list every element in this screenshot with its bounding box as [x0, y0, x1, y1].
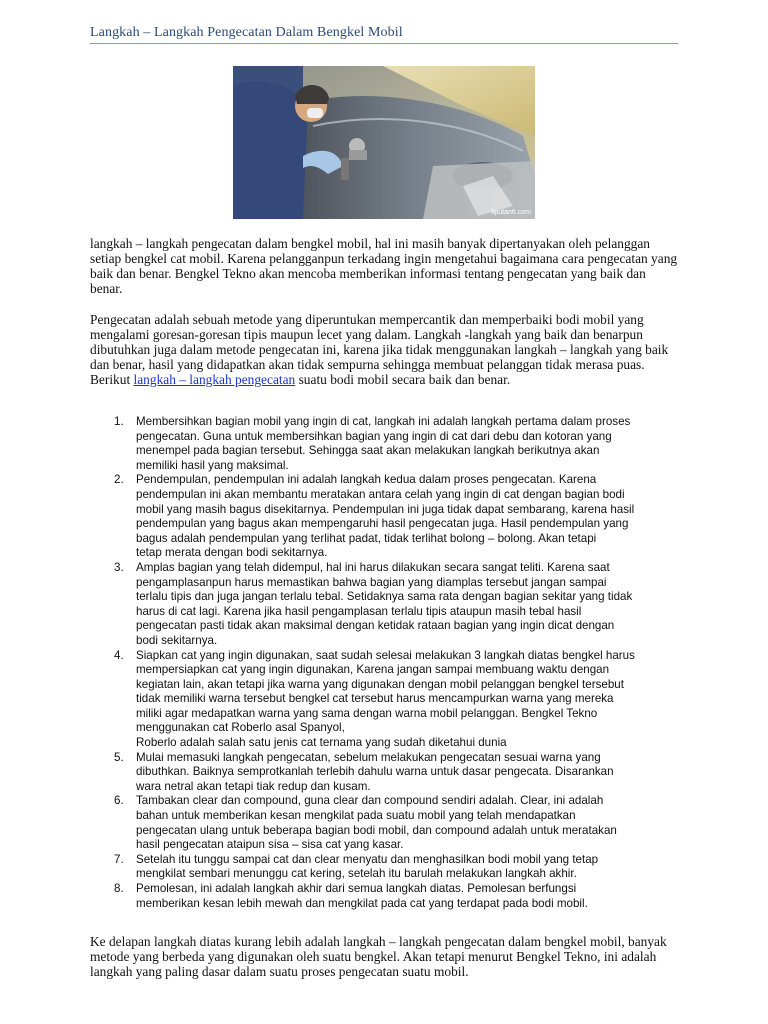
list-item-number: 7.: [114, 852, 124, 866]
definition-paragraph: [90, 312, 680, 387]
list-item-line: wara netral akan tetapi tiak redup dan kusam.: [136, 779, 371, 793]
list-item-line: Amplas bagian yang telah didempul, hal ini harus dilakukan secara sangat teliti. Karena saat: [136, 560, 610, 574]
list-item-line: memberikan kesan lebih mewah dan mengkilat pada cat yang terdapat pada bodi mobil.: [136, 896, 588, 910]
list-item: [110, 415, 685, 473]
list-item-line: Mulai memasuki langkah pengecatan, sebelum melakukan pengecatan sesuai warna yang: [136, 750, 601, 764]
list-item-line: bahan untuk memberikan kesan mengkilat pada suatu mobil yang telah mendapatkan: [136, 809, 576, 823]
steps-list: [110, 415, 685, 911]
list-item-line: Roberlo adalah salah satu jenis cat ternama yang sudah diketahui dunia: [136, 736, 507, 750]
photo-illustration: [233, 66, 535, 219]
list-item-line: Pemolesan, ini adalah langkah akhir dari semua langkah diatas. Pemolesan berfungsi: [136, 882, 577, 895]
car-painting-photo: [233, 66, 535, 219]
definition-text-end: suatu bodi mobil secara baik dan benar.: [295, 372, 511, 387]
closing-paragraph: Ke delapan langkah diatas kurang lebih adalah langkah – langkah pengecatan dalam bengkel mobil, banyak metode yang berbeda yang digunakan oleh suatu bengkel. Akan tetapi menurut Bengkel Tekno, ini adalah langkah yang paling dasar dalam suatu proses pengecatan suatu mobil.: [90, 934, 667, 979]
list-item-line: memiliki hasil yang maksimal.: [136, 458, 289, 472]
list-item-line: kegiatan lain, akan tetapi jika warna yang digunakan dengan mobil pelanggan bengkel tersebut: [136, 677, 624, 691]
list-item-line: bodi sekitarnya.: [136, 633, 218, 647]
intro-paragraph: langkah – langkah pengecatan dalam bengkel mobil, hal ini masih banyak dipertanyakan oleh pelanggan setiap bengkel cat mobil. Karena pelangganpun terkadang ingin mengetahui bagaimana cara pengecatan yang baik dan benar. Bengkel Tekno akan mencoba memberikan informasi tentang pengecatan yang baik dan benar.: [90, 236, 678, 296]
list-item-line: miliki agar medapatkan warna yang sama dengan warna mobil pelanggan. Bengkel Tekno: [136, 706, 598, 720]
list-item-number: 6.: [114, 794, 124, 808]
list-item-number: 2.: [114, 473, 124, 487]
list-item-line: menggunakan cat Roberlo asal Spanyol,: [136, 721, 345, 735]
list-item-line: bagus adalah pendempulan yang terlihat padat, tidak terlihat bolong – bolong. Akan tetapi: [136, 531, 597, 545]
list-item-number: 1.: [114, 415, 124, 428]
page-header: [90, 25, 678, 44]
list-item-line: pendempulan yang bagus akan mempengaruhi hasil pengecatan juga. Hasil pendempulan yang: [136, 517, 629, 531]
list-item-line: tidak memiliki warna tersebut bengkel cat tersebut harus mencampurkan warna yang mereka: [136, 692, 614, 706]
list-item-line: pengamplasanpun harus memastikan bahwa bagian yang diamplas tersebut jangan sampai: [136, 575, 607, 589]
list-item-line: harus di cat lagi. Karena jika hasil pengamplasan terlalu tipis ataupun masih tebal hasil: [136, 604, 582, 618]
list-item-line: Tambakan clear dan compound, guna clear dan compound sendiri adalah. Clear, ini adalah: [136, 794, 604, 808]
list-item-line: hasil pengecatan ataipun sisa – sisa cat yang kasar.: [136, 838, 404, 852]
list-item-line: Setelah itu tunggu sampai cat dan clear menyatu dan menghasilkan bodi mobil yang tetap: [136, 852, 599, 866]
list-item: [110, 853, 685, 882]
list-item-number: 5.: [114, 750, 124, 764]
list-item-line: Siapkan cat yang ingin digunakan, saat sudah selesai melakukan 3 langkah diatas bengkel harus: [136, 648, 635, 662]
list-item-line: Membersihkan bagian mobil yang ingin di cat, langkah ini adalah langkah pertama dalam proses: [136, 415, 631, 428]
list-item-number: 8.: [114, 882, 124, 895]
page-title: Langkah – Langkah Pengecatan Dalam Bengkel Mobil: [90, 25, 403, 40]
list-item: [110, 561, 685, 649]
list-item-line: pengecatan pasti tidak akan maksimal dengan ketidak rataan bagian yang ingin dicat dengan: [136, 619, 615, 633]
list-item-line: pendempulan ini akan membantu meratakan antara celah yang ingin di cat dengan bagian bodi: [136, 487, 625, 501]
steps-link[interactable]: langkah – langkah pengecatan: [133, 372, 296, 387]
list-item: [110, 794, 685, 852]
list-item-number: 3.: [114, 560, 124, 574]
list-item-line: Pendempulan, pendempulan ini adalah langkah kedua dalam proses pengecatan. Karena: [136, 473, 597, 487]
list-item-line: menempel pada bagian tersebut. Sehingga saat akan melakukan langkah berikutnya akan: [136, 444, 600, 458]
definition-text: Pengecatan adalah sebuah metode yang diperuntukan mempercantik dan memperbaiki bodi mobil yang mengalami goresan-goresan tipis maupun lecet yang dalam. Langkah -langkah yang baik dan benarpun dibutuhkan juga dalam metode pengecatan ini, karena jika tidak menggunakan langkah – langkah yang baik dan benar, hasil yang didapatkan akan tidak sempurna sehingga membuat pelanggan tidak merasa puas. Berikut: [90, 312, 669, 387]
list-item-line: mengkilat sembari menunggu cat kering, setelah itu barulah melakukan langkah akhir.: [136, 867, 577, 881]
photo-caption: liputan6.com: [491, 209, 531, 216]
list-item-line: terlalu tipis dan juga jangan terlalu tebal. Setidaknya sama rata dengan bagian sekitar yang tidak: [136, 590, 633, 604]
list-item-line: dibuthkan. Baiknya semprotkanlah terlebih dahulu warna untuk dasar pengecata. Disarankan: [136, 765, 614, 779]
list-item: [110, 882, 685, 911]
list-item: [110, 649, 685, 751]
list-item-line: mempersiapkan cat yang ingin digunakan, Karena jangan sampai membuang waktu dengan: [136, 663, 610, 677]
list-item-line: tetap merata dengan bodi sekitarnya.: [136, 546, 328, 560]
list-item: [110, 751, 685, 795]
list-item-line: pengecatan ulang untuk beberapa bagian bodi mobil, dan compound adalah untuk meratakan: [136, 823, 617, 837]
list-item-line: pengecatan. Guna untuk membersihkan bagian yang ingin di cat dari debu dan kotoran yang: [136, 429, 612, 443]
list-item-line: mobil yang masih bagus disekitarnya. Pendempulan ini juga tidak dapat sembarang, karena hasil: [136, 502, 635, 516]
list-item: [110, 473, 685, 561]
list-item-number: 4.: [114, 648, 124, 662]
